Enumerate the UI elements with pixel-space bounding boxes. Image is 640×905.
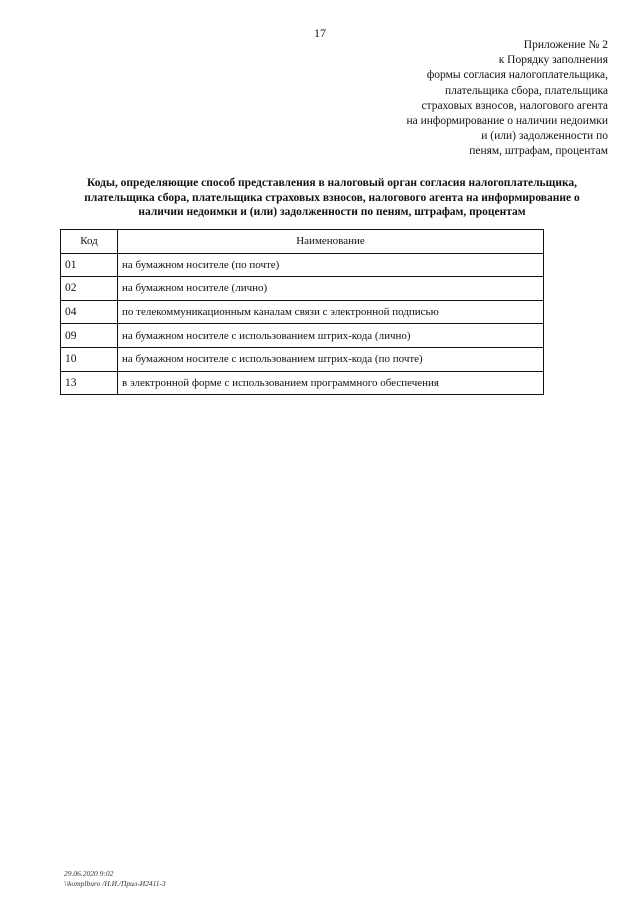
- appendix-line: и (или) задолженности по: [481, 130, 608, 143]
- appendix-line: к Порядку заполнения: [498, 54, 608, 67]
- document-title: [60, 176, 604, 220]
- table-row: [61, 324, 544, 348]
- code-cell: 04: [61, 300, 118, 324]
- code-cell: 09: [61, 324, 118, 348]
- codes-table: [60, 229, 544, 395]
- name-cell: по телекоммуникационным каналам связи с электронной подписью: [118, 300, 544, 324]
- table-row: [61, 300, 544, 324]
- page-number: 17: [314, 26, 326, 40]
- table-row: [61, 253, 544, 277]
- title-line: наличии недоимки и (или) задолженности по пеням, штрафам, процентам: [138, 206, 526, 218]
- footer-timestamp: 29.06.2020 9:02: [64, 869, 114, 878]
- appendix-line: Приложение № 2: [523, 39, 608, 51]
- appendix-reference: [288, 38, 608, 160]
- name-cell: на бумажном носителе с использованием штрих-кода (по почте): [118, 347, 544, 371]
- footer-file-path: \\komplburo /Н.И./Прил-И2411-3: [64, 879, 166, 888]
- table-row: [61, 347, 544, 371]
- appendix-line: формы согласия налогоплательщика,: [426, 69, 608, 82]
- name-cell: на бумажном носителе с использованием штрих-кода (лично): [118, 324, 544, 348]
- code-cell: 01: [61, 253, 118, 277]
- name-cell: в электронной форме с использованием программного обеспечения: [118, 371, 544, 395]
- code-cell: 10: [61, 347, 118, 371]
- appendix-line: пеням, штрафам, процентам: [469, 145, 608, 158]
- title-line: плательщика сбора, плательщика страховых взносов, налогового агента на информирование о: [84, 191, 580, 204]
- table-row: [61, 277, 544, 301]
- column-header-name: Наименование: [118, 230, 544, 254]
- appendix-line: плательщика сбора, плательщика: [444, 84, 608, 97]
- code-cell: 02: [61, 277, 118, 301]
- table-row: [61, 371, 544, 395]
- table-header-row: [61, 230, 544, 254]
- code-cell: 13: [61, 371, 118, 395]
- title-line: Коды, определяющие способ представления в налоговый орган согласия налогоплательщика,: [86, 177, 578, 189]
- column-header-code: Код: [61, 230, 118, 254]
- name-cell: на бумажном носителе (по почте): [118, 253, 544, 277]
- name-cell: на бумажном носителе (лично): [118, 277, 544, 301]
- appendix-line: страховых взносов, налогового агента: [421, 99, 608, 112]
- appendix-line: на информирование о наличии недоимки: [406, 115, 608, 128]
- document-footer: [64, 869, 166, 889]
